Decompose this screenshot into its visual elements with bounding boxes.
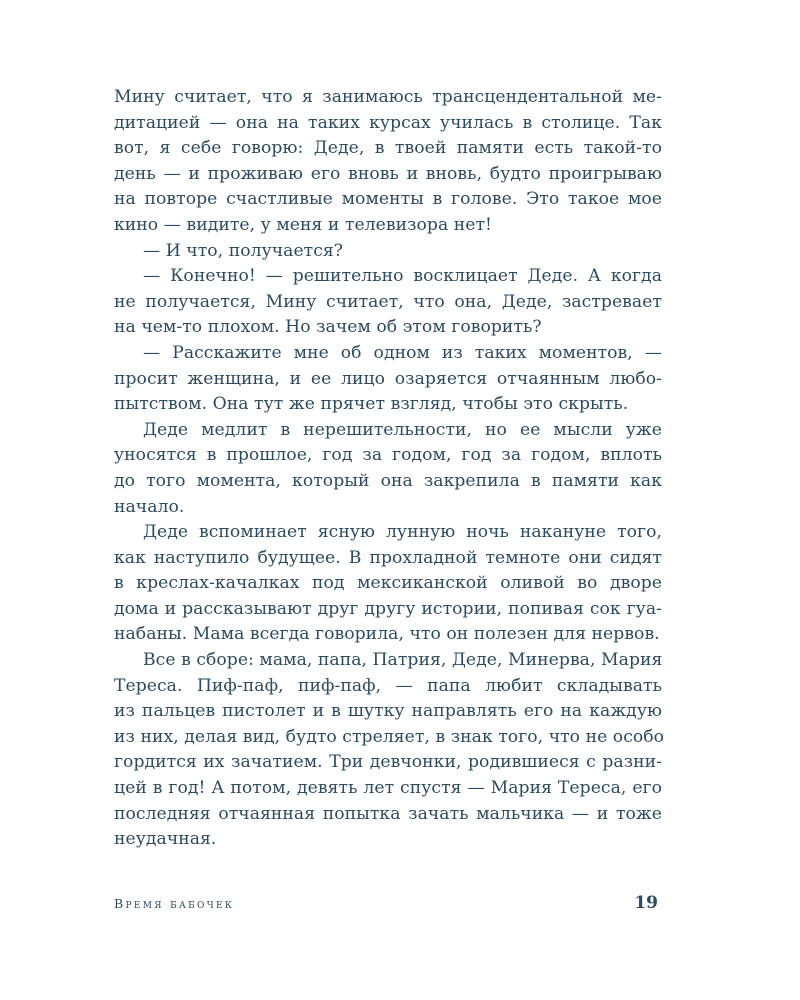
text-line: до того момента, который она закрепила в памяти как [114, 470, 662, 491]
text-line: на чем-то плохом. Но зачем об этом говорить? [114, 317, 542, 338]
text-line: цей в год! А потом, девять лет спустя — Мария Тереса, его [114, 778, 662, 799]
text-line: дома и рассказывают друг другу истории, попивая сок гуа- [114, 598, 662, 619]
page-footer [114, 888, 662, 918]
text-line: пытством. Она тут же прячет взгляд, чтобы это скрыть. [114, 394, 629, 415]
text-line: Все в сборе: мама, папа, Патрия, Деде, Минерва, Мария [143, 650, 663, 671]
text-line: из них, делая вид, будто стреляет, в знак того, что не особо [114, 726, 665, 747]
text-line: — Конечно! — решительно восклицает Деде. А когда [143, 266, 662, 287]
page-number: 19 [634, 893, 658, 913]
text-line: Тереса. Пиф-паф, пиф-паф, — папа любит складывать [114, 675, 662, 696]
text-line: на повторе счастливые моменты в голове. Это такое мое [114, 189, 662, 210]
text-line: день — и проживаю его вновь и вновь, будто проигрываю [114, 163, 662, 184]
text-line: вот, я себе говорю: Деде, в твоей памяти есть такой-то [114, 138, 662, 159]
text-line: начало. [114, 496, 185, 517]
text-line: неудачная. [114, 829, 217, 850]
text-line: Деде вспоминает ясную лунную ночь накануне того, [143, 522, 662, 543]
text-line: последняя отчаянная попытка зачать мальчика — и тоже [114, 803, 662, 824]
text-line: — Расскажите мне об одном из таких моментов, — [143, 342, 662, 363]
text-line: кино — видите, у меня и телевизора нет! [114, 214, 493, 235]
book-title: Время бабочек [114, 895, 235, 911]
text-line: не получается, Мину считает, что она, Деде, застревает [114, 291, 662, 312]
text-line: — И что, получается? [143, 240, 344, 261]
text-line: уносятся в прошлое, год за годом, год за годом, вплоть [114, 445, 662, 466]
text-line: из пальцев пистолет и в шутку направлять его на каждую [114, 701, 662, 722]
text-line: набаны. Мама всегда говорила, что он полезен для нервов. [114, 624, 660, 645]
text-line: как наступило будущее. В прохладной темноте они сидят [114, 547, 662, 568]
text-line: Деде медлит в нерешительности, но ее мысли уже [143, 419, 662, 440]
text-line: в креслах-качалках под мексиканской оливой во дворе [114, 573, 662, 594]
text-line: просит женщина, и ее лицо озаряется отчаянным любо- [114, 368, 662, 389]
text-line: гордится их зачатием. Три девчонки, родившиеся с разни- [114, 752, 662, 773]
text-line: дитацией — она на таких курсах училась в столице. Так [114, 112, 662, 133]
page-body [114, 85, 665, 853]
text-line: Мину считает, что я занимаюсь трансцендентальной ме- [114, 87, 662, 107]
